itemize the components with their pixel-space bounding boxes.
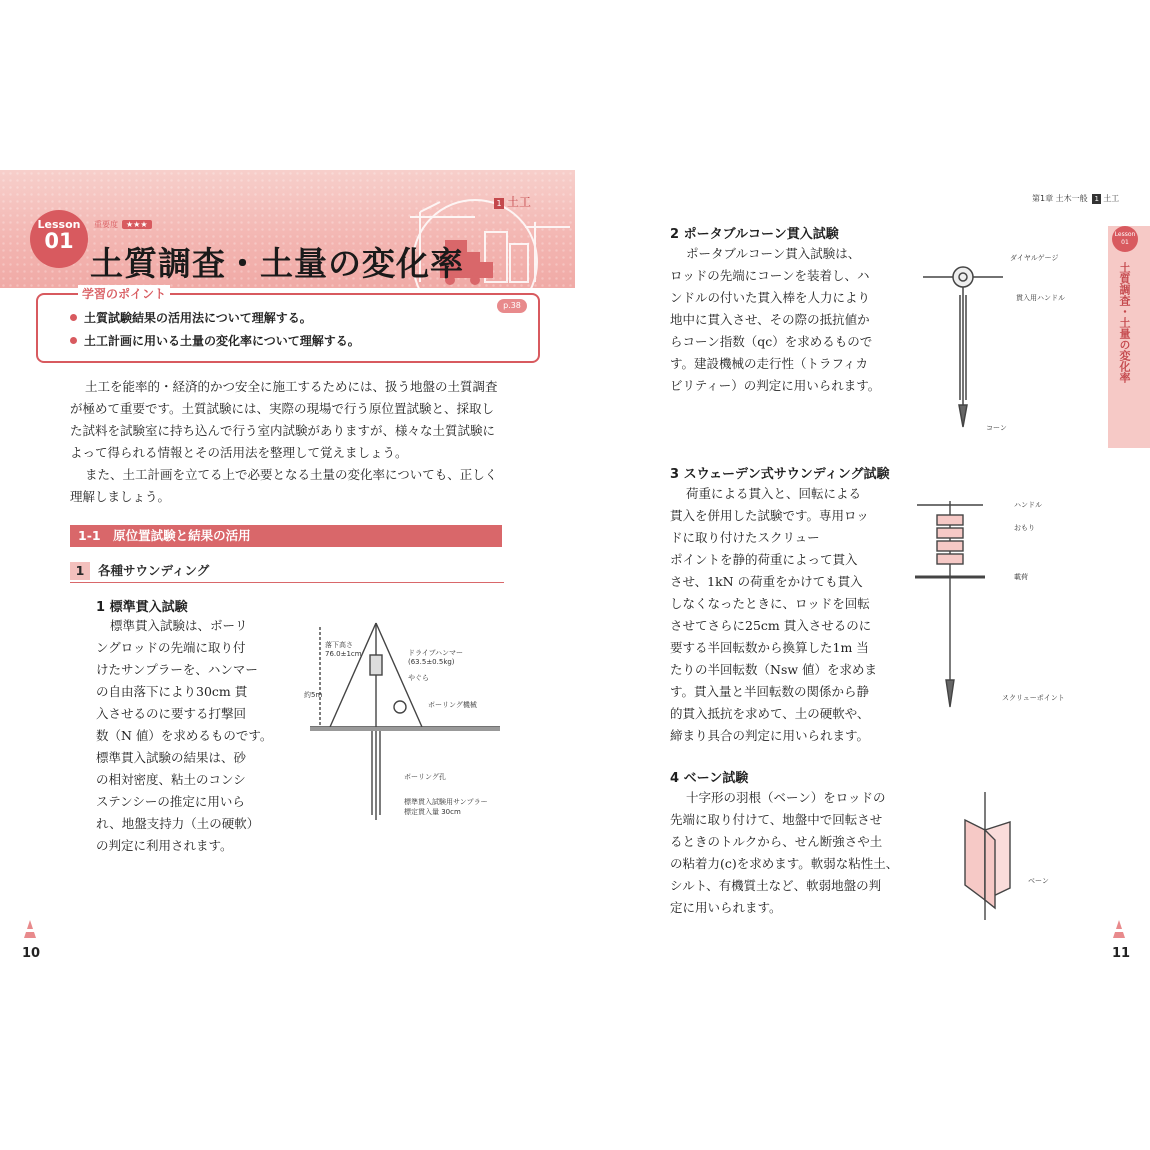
swedish-line: 締まり具合の判定に用いられます。 — [670, 728, 870, 743]
learning-point: 土質試験結果の活用法について理解する。 — [70, 309, 312, 326]
learning-points-box — [36, 293, 540, 363]
chapter-tag — [494, 193, 531, 210]
swedish-line: させてさらに25cm 貫入させるのに — [670, 618, 872, 633]
spt-line: 標準貫入試験は、ボーリ — [110, 618, 248, 633]
section-heading: 1-1 原位置試験と結果の活用 — [70, 525, 502, 547]
dial-gauge-label: ダイヤルゲージ — [1010, 254, 1059, 262]
spt-line: の判定に利用されます。 — [96, 838, 233, 853]
intro-line: 理解しましょう。 — [70, 489, 171, 504]
swedish-screw-label: スクリューポイント — [1002, 694, 1065, 702]
handle-label: 貫入用ハンドル — [1016, 294, 1065, 302]
side-tab-lesson-badge: Lesson 01 — [1112, 226, 1138, 252]
cone-label: コーン — [986, 424, 1007, 432]
cone-line: ビリティー）の判定に用いられます。 — [670, 378, 881, 393]
bullet-icon — [70, 337, 77, 344]
subsection-heading — [70, 560, 504, 583]
swedish-line: ドに取り付けたスクリュー — [670, 530, 820, 545]
vane-line: 先端に取り付けて、地盤中で回転させ — [670, 812, 883, 827]
cone-heading: 2 ポータブルコーン貫入試験 — [670, 227, 839, 242]
swedish-line: しなくなったときに、ロッドを回転 — [670, 596, 870, 611]
page-number-right: 11 — [1112, 946, 1131, 961]
intro-line: た試料を試験室に持ち込んで行う室内試験がありますが、様々な土質試験に — [70, 423, 496, 438]
page-ref-badge: p.38 — [497, 299, 527, 313]
cone-line: ポータブルコーン貫入試験は、 — [686, 246, 861, 261]
page-title: 土質調査・土量の変化率 — [90, 244, 464, 283]
cone-line: 地中に貫入させ、その際の抵抗値か — [670, 312, 870, 327]
spt-height-label: 約5m — [304, 691, 323, 699]
lesson-label: Lesson — [37, 218, 81, 231]
swedish-sounding-diagram — [905, 495, 995, 715]
vane-heading: 4 ベーン試験 — [670, 771, 749, 786]
cone-line: ンドルの付いた貫入棒を人力により — [670, 290, 871, 305]
swedish-base-label: 載荷 — [1014, 573, 1028, 581]
swedish-line: 貫入を併用した試験です。専用ロッ — [670, 508, 869, 523]
importance-stars: ★★★ — [122, 220, 152, 229]
swedish-handle-label: ハンドル — [1014, 501, 1042, 509]
intro-line: が極めて重要です。土質試験には、実際の現場で行う原位置試験と、採取し — [70, 401, 495, 416]
running-head: 第1章 土木一般 1 土工 — [1032, 194, 1120, 203]
vane-line: るときのトルクから、せん断強さや土 — [670, 834, 883, 849]
spt-line: 入させるのに要する打撃回 — [96, 706, 247, 721]
importance-label: 重要度 — [94, 220, 118, 229]
lesson-number: 01 — [44, 229, 74, 253]
chapter-icon: 1 — [494, 198, 504, 209]
spt-line: れ、地盤支持力（土の硬軟） — [96, 816, 260, 831]
spt-line: 数（N 値）を求めるものです。 — [96, 728, 273, 743]
chapter-label: 土工 — [507, 195, 532, 209]
spt-hole-label: ボーリング孔 — [404, 773, 446, 781]
swedish-heading: 3 スウェーデン式サウンディング試験 — [670, 467, 890, 482]
vane-diagram — [955, 790, 1025, 930]
swedish-weight-label: おもり — [1014, 524, 1035, 532]
cone-line: らコーン指数（qc）を求めるもので — [670, 334, 873, 349]
swedish-line: ポイントを静的荷重によって貫入 — [670, 552, 858, 567]
spt-line: けたサンプラーを、ハンマー — [96, 662, 258, 677]
subsection-number: 1 — [70, 562, 90, 580]
cone-line: ロッドの先端にコーンを装着し、ハ — [670, 268, 870, 283]
learning-points-heading: 学習のポイント — [78, 285, 170, 302]
vane-line: シルト、有機質土など、軟弱地盤の判 — [670, 878, 882, 893]
subsection-label: 各種サウンディング — [98, 563, 210, 578]
spt-machine-label: ボーリング機械 — [428, 701, 477, 709]
swedish-line: 的貫入抵抗を求めて、土の硬軟や、 — [670, 706, 870, 721]
traffic-cone-icon — [22, 918, 38, 940]
cone-line: す。建設機械の走行性（トラフィカ — [670, 356, 869, 371]
side-tab-title: 土質調査・土量の変化率 — [1118, 262, 1131, 383]
page-number-left: 10 — [22, 946, 41, 961]
spt-hammer-label: ドライブハンマー (63.5±0.5kg) — [408, 649, 464, 666]
spt-sampler-label: 標準貫入試験用サンプラー 標定貫入量 30cm — [404, 798, 488, 816]
spt-line: の自由落下により30cm 貫 — [96, 684, 248, 699]
intro-line: よって得られる情報とその活用法を整理して覚えましょう。 — [70, 445, 408, 460]
spt-drop-label: 落下高さ 76.0±1cm — [325, 641, 362, 658]
vane-line: 定に用いられます。 — [670, 900, 782, 915]
intro-line: また、土工計画を立てる上で必要となる土量の変化率についても、正しく — [85, 467, 498, 482]
swedish-line: 荷重による貫入と、回転による — [686, 486, 862, 501]
vane-label: ベーン — [1028, 877, 1049, 885]
spt-line: 標準貫入試験の結果は、砂 — [96, 750, 247, 765]
spt-tower-label: やぐら — [408, 674, 429, 682]
vane-line: の粘着力(c)を求めます。軟弱な粘性土、 — [670, 856, 899, 871]
importance-rating — [94, 219, 152, 230]
lesson-badge — [30, 210, 88, 268]
chapter-icon: 1 — [1092, 194, 1101, 204]
spt-heading: 1 標準貫入試験 — [96, 600, 188, 615]
swedish-line: 要する半回転数から換算した1m 当 — [670, 640, 869, 655]
swedish-line: す。貫入量と半回転数の関係から静 — [670, 684, 870, 699]
learning-point: 土工計画に用いる土量の変化率について理解する。 — [70, 332, 360, 349]
swedish-line: させ、1kN の荷重をかけても貫入 — [670, 574, 863, 589]
bullet-icon — [70, 314, 77, 321]
spt-line: の相対密度、粘土のコンシ — [96, 772, 246, 787]
traffic-cone-icon — [1111, 918, 1127, 940]
spt-line: ステンシーの推定に用いら — [96, 794, 245, 809]
vane-line: 十字形の羽根（ベーン）をロッドの — [686, 790, 886, 805]
cone-penetrometer-diagram — [918, 255, 1008, 435]
spt-line: ングロッドの先端に取り付 — [96, 640, 246, 655]
intro-line: 土工を能率的・経済的かつ安全に施工するためには、扱う地盤の土質調査 — [85, 379, 498, 394]
swedish-line: たりの半回転数（Nsw 値）を求めま — [670, 662, 878, 677]
